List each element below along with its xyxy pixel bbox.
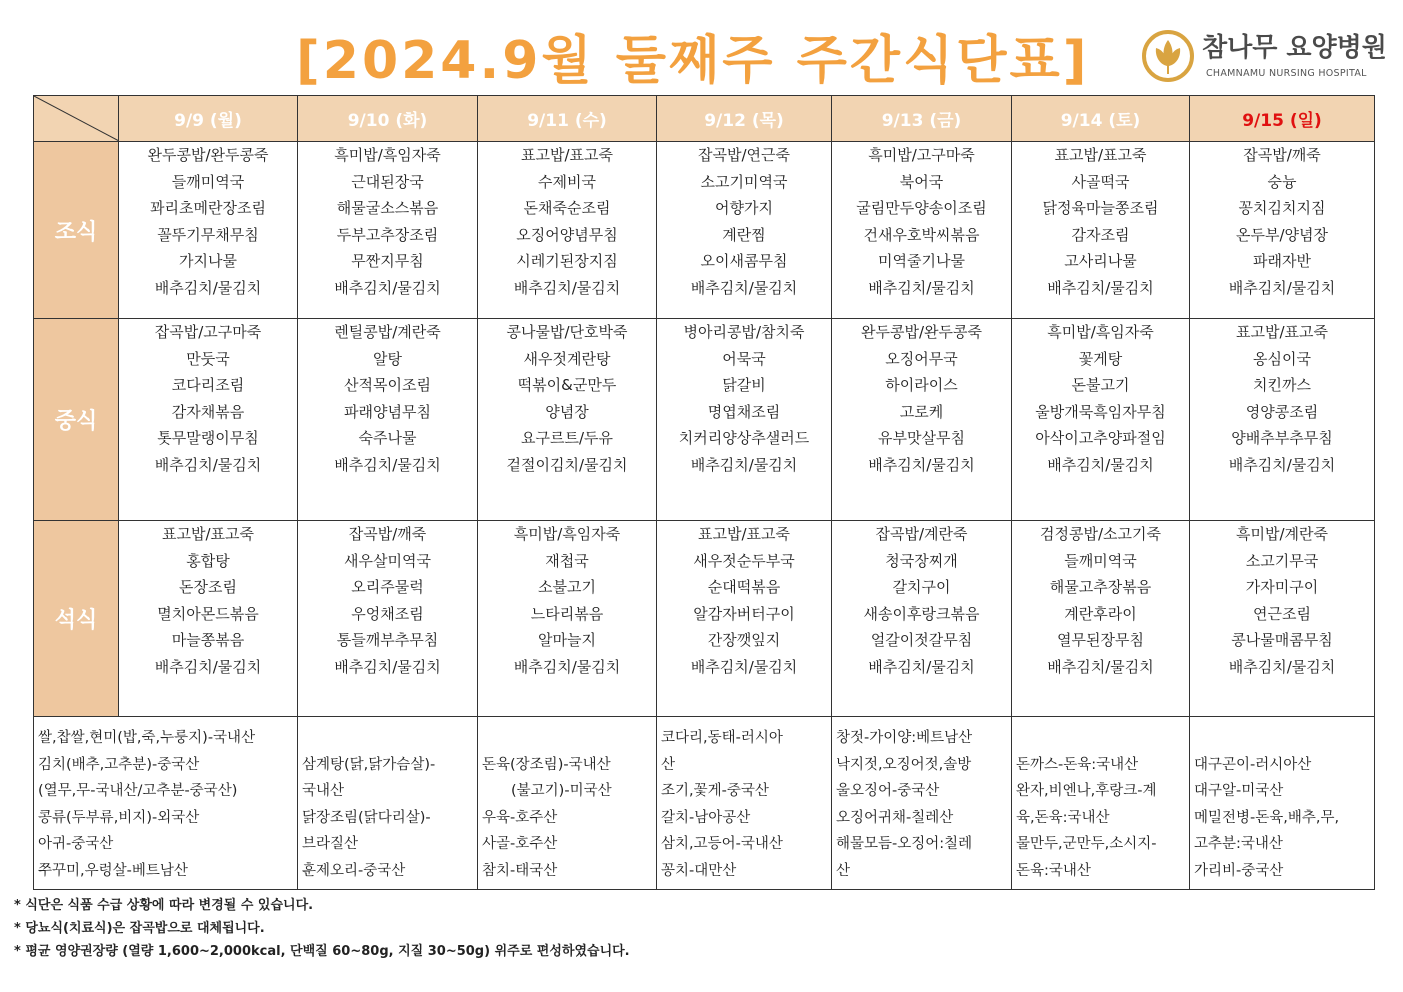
origin-line: 물만두,군만두,소시지- (1016, 836, 1157, 852)
origin-line: 꽁치-대만산 (661, 862, 737, 879)
dish-item: 유부맛살무침 (878, 429, 965, 448)
dish-item: 흑미밥/흑임자죽 (1047, 323, 1154, 341)
dish-item: 멸치아몬드볶음 (157, 604, 259, 623)
dish-item: 배추김치/물김치 (1228, 278, 1336, 297)
dish-item: 배추김치/물김치 (334, 278, 441, 297)
origin-line: 조기,꽃게-중국산 (661, 783, 769, 799)
origin-line: (열무,무-국내산/고추분-중국산) (38, 783, 238, 799)
dish-item: 배추김치/물김치 (334, 657, 441, 676)
hospital-logo (1140, 28, 1387, 88)
origin-line: 쭈꾸미,우렁살-베트남산 (38, 862, 188, 879)
dish-item: 아삭이고추양파절임 (1035, 429, 1166, 448)
dish-item: 배추김치/물김치 (154, 455, 262, 474)
dish-item: 두부고추장조림 (336, 225, 439, 244)
dish-item: 마늘쫑볶음 (171, 631, 245, 650)
dish-item: 무짠지무침 (351, 252, 424, 271)
origin-line: 산 (836, 862, 851, 879)
origin-line: 우육-호주산 (482, 809, 558, 826)
dish-item: 감자조림 (1071, 225, 1130, 244)
dish-item: 온두부/양념장 (1236, 225, 1328, 244)
menu-cell (119, 319, 298, 521)
origin-line: 브라질산 (302, 836, 359, 852)
menu-cell (1190, 319, 1375, 521)
origin-line: 훈제오리-중국산 (302, 862, 406, 879)
page-title: [2024.9월 둘째주 주간식단표] (296, 31, 1090, 91)
dish-item: 북어국 (899, 172, 944, 191)
origin-cell (1190, 717, 1375, 890)
lunch-row (34, 319, 1375, 521)
dish-item: 톳무말랭이무침 (157, 429, 259, 448)
origin-line (1016, 725, 1185, 752)
dish-item: 치킨까스 (1253, 376, 1311, 395)
dish-item: 가자미구이 (1245, 578, 1319, 597)
dish-item: 배추김치/물김치 (690, 657, 798, 676)
origin-cell (832, 717, 1012, 890)
dish-item: 들깨미역국 (1064, 551, 1137, 570)
dish-item: 해물고추장볶음 (1049, 578, 1152, 597)
dish-item: 고로케 (899, 402, 944, 421)
dish-item: 꼴뚜기무채무침 (157, 225, 259, 244)
dish-item: 숙주나물 (358, 429, 417, 448)
origin-line: 국내산 (302, 783, 345, 799)
diagonal-divider (34, 96, 119, 141)
dish-item: 배추김치/물김치 (513, 657, 621, 676)
dish-item: 느타리볶음 (530, 604, 604, 623)
origin-line: 콩류(두부류,비지)-외국산 (38, 809, 200, 826)
origin-line: 쌀,찹쌀,현미(밥,죽,누룽지)-국내산 (38, 730, 256, 746)
dish-item: 완두콩밥/완두콩죽 (861, 323, 982, 341)
dish-item: 배추김치/물김치 (1228, 657, 1336, 676)
dish-item: 사골떡국 (1071, 172, 1130, 191)
day-header-row (34, 96, 1375, 142)
dish-item: 양배추부추무침 (1231, 429, 1333, 448)
dish-item: 우엉채조림 (351, 604, 424, 623)
weekly-menu-table (33, 95, 1375, 890)
logo-korean-name: 참나무 요양병원 (1202, 33, 1387, 63)
dish-item: 하이라이스 (885, 376, 958, 395)
origin-line: 코다리,동태-러시아 (661, 730, 783, 746)
dish-item: 갈치구이 (892, 578, 951, 597)
dish-item: 감자채볶음 (171, 402, 245, 421)
dish-item: 닭정육마늘쫑조림 (1042, 199, 1159, 218)
dish-item: 떡볶이&군만두 (517, 376, 617, 395)
menu-cell (1190, 521, 1375, 717)
dish-item: 청국장찌개 (885, 551, 958, 570)
menu-cell (298, 521, 478, 717)
origin-line: 울오징어-중국산 (836, 783, 940, 799)
dish-item: 영양콩조림 (1245, 402, 1319, 421)
dish-item: 고사리나물 (1064, 252, 1137, 271)
dish-item: 표고밥/표고죽 (1236, 323, 1328, 341)
dish-item: 오이새콤무침 (700, 252, 788, 271)
dish-item: 콩나물밥/단호박죽 (506, 323, 628, 341)
dish-item: 옹심이국 (1253, 349, 1311, 368)
origin-line: 대구알-미국산 (1194, 783, 1284, 799)
dish-item: 오징어무국 (885, 349, 958, 368)
origin-line: 돈까스-돈육:국내산 (1016, 756, 1139, 773)
origin-info-row (34, 717, 1375, 890)
origin-line: 고추분:국내산 (1194, 836, 1283, 852)
dish-item: 표고밥/표고죽 (1054, 146, 1147, 164)
dish-item: 배추김치/물김치 (1228, 455, 1336, 474)
menu-cell (657, 319, 832, 521)
dish-item: 재첩국 (545, 551, 589, 570)
dish-item: 겉절이김치/물김치 (506, 455, 628, 474)
dish-item: 열무된장무침 (1057, 631, 1144, 650)
corner-cell (34, 96, 119, 142)
dinner-row (34, 521, 1375, 717)
dish-item: 배추김치/물김치 (868, 278, 975, 297)
origin-line: 삼계탕(닭,닭가슴살)- (302, 756, 436, 773)
dish-item: 요구르트/두유 (521, 429, 613, 448)
menu-cell (1012, 142, 1190, 319)
day-header-thu: 9/12 (목) (657, 96, 832, 142)
origin-line: 삼치,고등어-국내산 (661, 836, 783, 852)
note-line: * 평균 영양권장량 (열량 1,600~2,000kcal, 단백질 60~80g, 지질 30~50g) 위주로 편성하였습니다. (14, 944, 630, 959)
origin-line (482, 725, 652, 752)
dish-item: 알감자버터구이 (693, 604, 795, 623)
dish-item: 건새우호박씨볶음 (863, 225, 980, 244)
dish-item: 흑미밥/흑임자죽 (513, 525, 621, 543)
origin-line (302, 725, 473, 752)
origin-line: 메밀전병-돈육,배추,무, (1194, 809, 1340, 826)
dish-item: 새우젓계란탕 (523, 349, 611, 368)
origin-line: 완자,비엔나,후랑크-계 (1016, 783, 1157, 799)
dish-item: 렌틸콩밥/계란죽 (334, 323, 441, 341)
menu-cell (832, 142, 1012, 319)
dish-item: 잡곡밥/깨죽 (348, 525, 427, 543)
dish-item: 돈채죽순조림 (523, 199, 611, 218)
dish-item: 완두콩밥/완두콩죽 (147, 146, 269, 164)
origin-cell (1012, 717, 1190, 890)
menu-cell (478, 142, 657, 319)
dish-item: 배추김치/물김치 (868, 455, 975, 474)
origin-cell (34, 717, 298, 890)
origin-line: (불고기)-미국산 (482, 783, 612, 799)
dish-item: 연근조림 (1253, 604, 1311, 623)
menu-cell (1012, 319, 1190, 521)
dish-item: 해물굴소스볶음 (336, 199, 439, 218)
dish-item: 울방개묵흑임자무침 (1035, 402, 1166, 421)
day-header-tue: 9/10 (화) (298, 96, 478, 142)
dish-item: 병아리콩밥/참치죽 (683, 323, 805, 341)
dish-item: 소고기미역국 (700, 172, 788, 191)
origin-line: 갈치-남아공산 (661, 809, 751, 826)
dish-item: 배추김치/물김치 (513, 278, 621, 297)
dish-item: 얼갈이젓갈무침 (870, 631, 973, 650)
dish-item: 잡곡밥/깨죽 (1243, 146, 1321, 164)
note-line: * 당뇨식(치료식)은 잡곡밥으로 대체됩니다. (14, 921, 265, 936)
dish-item: 파래양념무침 (344, 402, 431, 421)
day-header-fri: 9/13 (금) (832, 96, 1012, 142)
menu-cell (478, 521, 657, 717)
origin-line: 오징어귀채-칠레산 (836, 809, 954, 826)
origin-line: 김치(배추,고추분)-중국산 (38, 756, 200, 773)
dish-item: 명엽채조림 (707, 402, 781, 421)
dish-item: 만둣국 (186, 349, 230, 368)
dish-item: 꽈리초메란장조림 (150, 199, 266, 218)
origin-cell (298, 717, 478, 890)
dish-item: 숭늉 (1267, 172, 1297, 191)
day-header-sat: 9/14 (토) (1012, 96, 1190, 142)
dish-item: 배추김치/물김치 (154, 657, 262, 676)
dish-item: 흑미밥/계란죽 (1236, 525, 1328, 543)
menu-cell (119, 142, 298, 319)
dish-item: 콩나물매콤무침 (1231, 631, 1333, 650)
origin-line: 낙지젓,오징어젓,솔방 (836, 756, 972, 773)
dish-item: 홍합탕 (186, 551, 230, 570)
origin-cell (478, 717, 657, 890)
dish-item: 배추김치/물김치 (154, 278, 262, 297)
dish-item: 배추김치/물김치 (334, 455, 441, 474)
dish-item: 배추김치/물김치 (690, 455, 798, 474)
dish-item: 어묵국 (722, 349, 766, 368)
dish-item: 소고기무국 (1245, 551, 1319, 570)
origin-line: 사골-호주산 (482, 836, 558, 852)
dish-item: 파래자반 (1253, 252, 1311, 271)
menu-cell (298, 319, 478, 521)
dish-item: 새우살미역국 (344, 551, 431, 570)
dish-item: 배추김치/물김치 (1047, 657, 1154, 676)
dish-item: 잡곡밥/고구마죽 (154, 323, 262, 341)
dish-item: 돈장조림 (179, 578, 237, 597)
origin-line: 창젓-가이양:베트남산 (836, 730, 973, 746)
dish-item: 닭갈비 (722, 376, 766, 395)
origin-line: 돈육(장조림)-국내산 (482, 756, 611, 773)
meal-label: 석식 (34, 521, 119, 717)
dish-item: 검정콩밥/소고기죽 (1040, 525, 1161, 543)
dish-item: 표고밥/표고죽 (521, 146, 613, 164)
dish-item: 간장깻잎지 (707, 631, 781, 650)
dish-item: 알마늘지 (538, 631, 596, 650)
origin-line: 해물모듬-오징어:칠레 (836, 836, 973, 852)
dish-item: 통들깨부추무침 (336, 631, 439, 650)
dish-item: 코다리조림 (171, 376, 245, 395)
breakfast-row (34, 142, 1375, 319)
dish-item: 새송이후랑크볶음 (863, 604, 980, 623)
origin-line: 돈육:국내산 (1016, 862, 1091, 879)
dish-item: 알탕 (373, 349, 402, 368)
dish-item: 굴림만두양송이조림 (856, 199, 987, 218)
menu-cell (119, 521, 298, 717)
dish-item: 흑미밥/흑임자죽 (334, 146, 441, 164)
dish-item: 수제비국 (538, 172, 596, 191)
meal-label: 조식 (34, 142, 119, 319)
dish-item: 표고밥/표고죽 (698, 525, 790, 543)
leaf-emblem-icon (1140, 28, 1196, 84)
menu-cell (657, 521, 832, 717)
menu-cell (298, 142, 478, 319)
origin-line: 대구곤이-러시아산 (1194, 756, 1312, 773)
day-header-sun: 9/15 (일) (1190, 96, 1375, 142)
dish-item: 잡곡밥/연근죽 (698, 146, 790, 164)
notes-section (14, 894, 1374, 963)
dish-item: 가지나물 (179, 252, 237, 271)
dish-item: 잡곡밥/계란죽 (875, 525, 968, 543)
meal-label: 중식 (34, 319, 119, 521)
dish-item: 오징어양념무침 (516, 225, 618, 244)
menu-cell (478, 319, 657, 521)
menu-cell (657, 142, 832, 319)
note-line: * 식단은 식품 수급 상황에 따라 변경될 수 있습니다. (14, 898, 314, 913)
origin-line (1194, 725, 1370, 752)
origin-line: 참치-태국산 (482, 862, 558, 879)
dish-item: 배추김치/물김치 (1047, 455, 1154, 474)
origin-line: 아귀-중국산 (38, 836, 114, 852)
dish-item: 배추김치/물김치 (690, 278, 798, 297)
menu-cell (832, 319, 1012, 521)
dish-item: 어향가지 (715, 199, 773, 218)
dish-item: 꽁치김치지짐 (1238, 199, 1326, 218)
dish-item: 배추김치/물김치 (868, 657, 975, 676)
dish-item: 흑미밥/고구마죽 (868, 146, 975, 164)
menu-cell (1190, 142, 1375, 319)
dish-item: 돈불고기 (1071, 376, 1130, 395)
menu-cell (1012, 521, 1190, 717)
origin-line: 육,돈육:국내산 (1016, 809, 1110, 826)
dish-item: 순대떡볶음 (707, 578, 781, 597)
dish-item: 미역줄기나물 (878, 252, 965, 271)
day-header-mon: 9/9 (월) (119, 96, 298, 142)
dish-item: 꽃게탕 (1078, 349, 1123, 368)
dish-item: 치커리양상추샐러드 (678, 429, 810, 448)
dish-item: 근대된장국 (351, 172, 424, 191)
day-header-wed: 9/11 (수) (478, 96, 657, 142)
dish-item: 배추김치/물김치 (1047, 278, 1154, 297)
dish-item: 오리주물럭 (351, 578, 424, 597)
dish-item: 들깨미역국 (171, 172, 245, 191)
dish-item: 표고밥/표고죽 (162, 525, 254, 543)
origin-line: 닭장조림(닭다리살)- (302, 809, 431, 826)
origin-line: 가리비-중국산 (1194, 862, 1284, 879)
menu-cell (832, 521, 1012, 717)
dish-item: 산적목이조림 (344, 376, 431, 395)
dish-item: 새우젓순두부국 (693, 551, 795, 570)
dish-item: 소불고기 (538, 578, 596, 597)
dish-item: 계란후라이 (1064, 604, 1137, 623)
origin-line: 산 (661, 756, 676, 773)
dish-item: 계란찜 (722, 225, 766, 244)
logo-english-name: CHAMNAMU NURSING HOSPITAL (1206, 68, 1367, 79)
dish-item: 양념장 (545, 402, 589, 421)
dish-item: 시레기된장지짐 (516, 252, 618, 271)
origin-cell (657, 717, 832, 890)
